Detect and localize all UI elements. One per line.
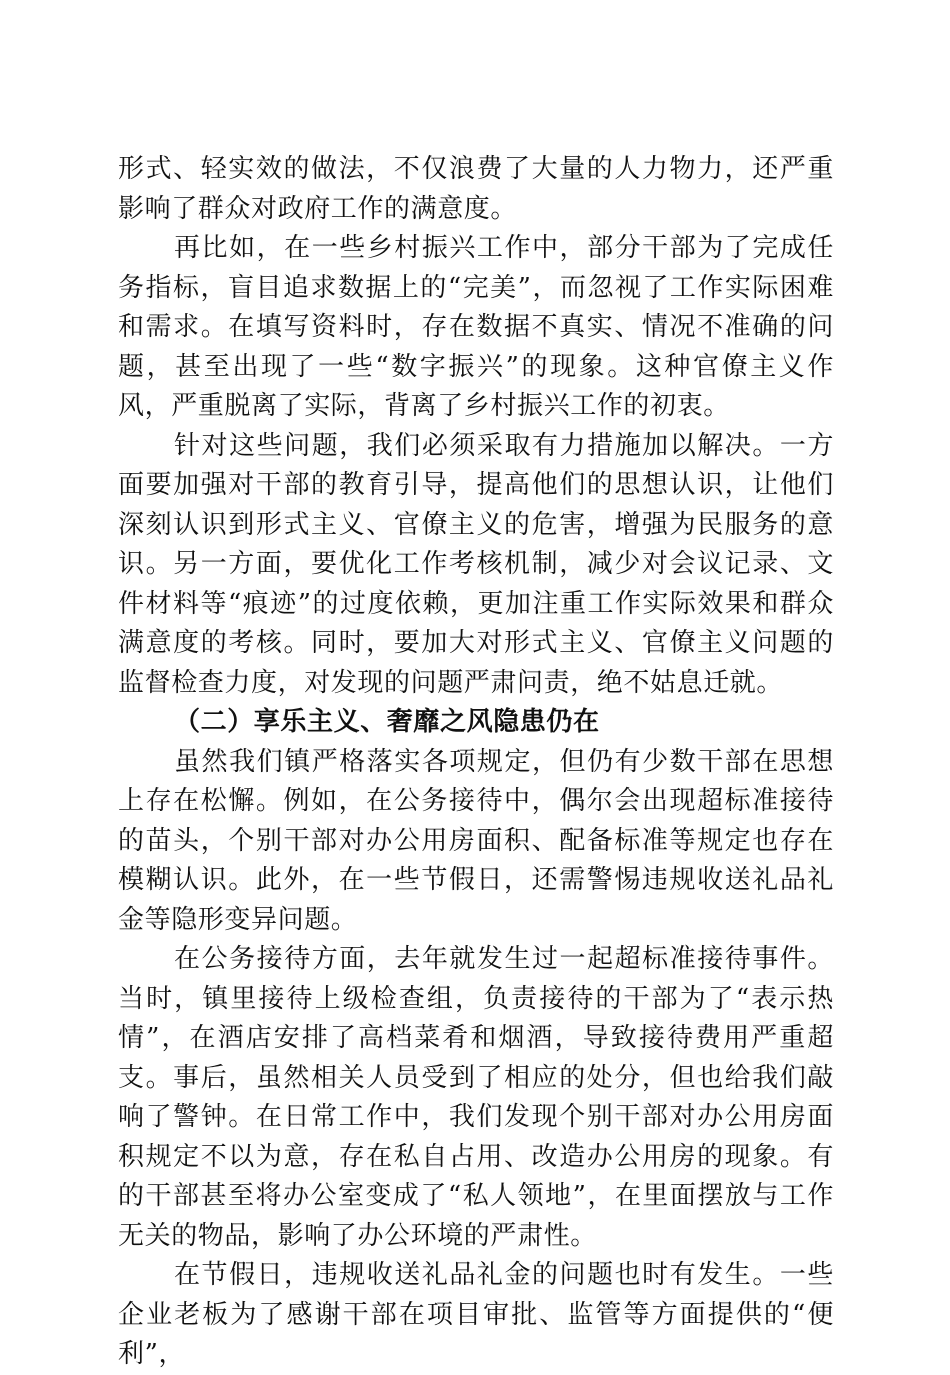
section-heading-hedonism: （二）享乐主义、奢靡之风隐患仍在 bbox=[174, 707, 600, 737]
paragraph-holiday-gifts: 在节假日，违规收送礼品礼金的问题也时有发生。一些企业老板为了感谢干部在项目审批、监管等方面提供的“便利”， bbox=[118, 1260, 834, 1369]
paragraph-rural-revitalization: 再比如，在一些乡村振兴工作中，部分干部为了完成任务指标，盲目追求数据上的“完美”，而忽视了工作实际困难和需求。在填写资料时，存在数据不真实、情况不准确的问题，甚至出现了一些“数字振兴”的现象。这种官僚主义作风，严重脱离了实际，背离了乡村振兴工作的初衷。 bbox=[118, 233, 834, 421]
paragraph-countermeasures: 针对这些问题，我们必须采取有力措施加以解决。一方面要加强对干部的教育引导，提高他们的思想认识，让他们深刻认识到形式主义、官僚主义的危害，增强为民服务的意识。另一方面，要优化工作考核机制，减少对会议记录、文件材料等“痕迹”的过度依赖，更加注重工作实际效果和群众满意度的考核。同时，要加大对形式主义、官僚主义问题的监督检查力度，对发现的问题严肃问责，绝不姑息迁就。 bbox=[118, 430, 834, 698]
paragraph-official-reception: 在公务接待方面，去年就发生过一起超标准接待事件。当时，镇里接待上级检查组，负责接待的干部为了“表示热情”，在酒店安排了高档菜肴和烟酒，导致接待费用严重超支。事后，虽然相关人员受到了相应的处分，但也给我们敲响了警钟。在日常工作中，我们发现个别干部对办公用房面积规定不以为意，存在私自占用、改造办公用房的现象。有的干部甚至将办公室变成了“私人领地”，在里面摆放与工作无关的物品，影响了办公环境的严肃性。 bbox=[118, 944, 834, 1251]
paragraph-laxity: 虽然我们镇严格落实各项规定，但仍有少数干部在思想上存在松懈。例如，在公务接待中，偶尔会出现超标准接待的苗头，个别干部对办公用房面积、配备标准等规定也存在模糊认识。此外，在一些节假日，还需警惕违规收送礼品礼金等隐形变异问题。 bbox=[118, 746, 834, 935]
paragraph-continuation: 形式、轻实效的做法，不仅浪费了大量的人力物力，还严重影响了群众对政府工作的满意度。 bbox=[118, 154, 834, 224]
document-body bbox=[118, 150, 834, 1375]
